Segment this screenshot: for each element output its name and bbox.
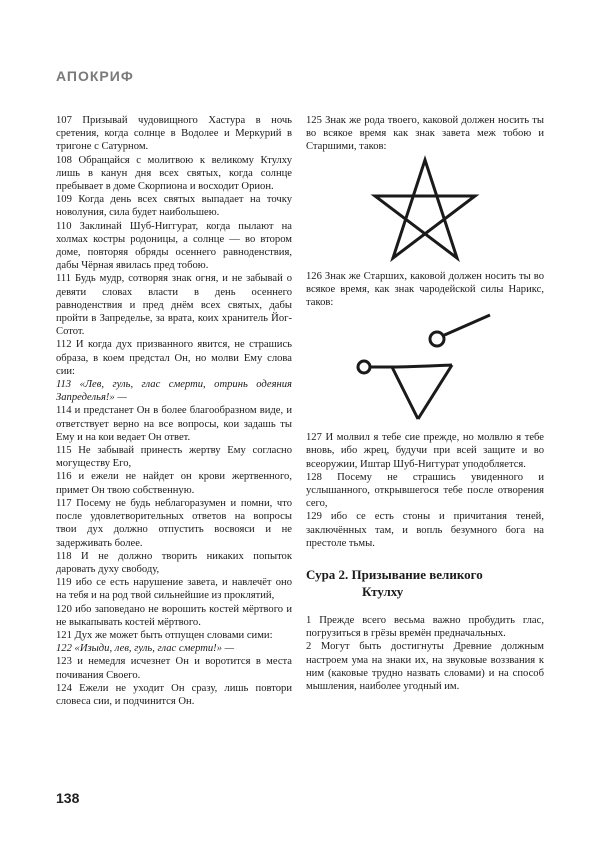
paragraph-108: 108 Обращайся с молитвою к великому Ктулху лишь в канун дня всех святых, когда солнце пребывает в доме Скорпиона и восходит Орион. [56, 154, 292, 193]
right-column [306, 114, 544, 693]
running-header: АПОКРИФ [56, 68, 134, 84]
paragraph-129: 129 ибо се есть стоны и причитания теней, заключённых там, и вопль безумного бога на престоле тьмы. [306, 511, 544, 549]
paragraph-121: 121 Дух же может быть отпущен словами сими: [56, 629, 273, 641]
paragraph-116: 116 и ежели не найдет он крови жертвенного, примет Он твою собственную. [56, 471, 292, 496]
paragraph-114: 114 и предстанет Он в более благообразном виде, и ответствует верно на все вопросы, кои задашь ты Ему и на кои ведает Он ответ. [56, 405, 292, 443]
paragraph-107: 107 Призывай чудовищного Хастура в ночь сретения, когда солнце в Водолее и Меркурий в тригоне с Сатурном. [56, 115, 292, 153]
paragraph-113: 113 «Лев, гуль, глас смерти, отринь одеяния Запределья!» — [56, 379, 292, 404]
paragraph-119: 119 ибо се есть нарушение завета, и навлечёт оно на тебя и на род твой сильнейшие из проклятий, [56, 577, 292, 602]
paragraph-110: 110 Заклинай Шуб-Ниггурат, когда пылают на холмах костры родоницы, а солнце — во втором доме, повторяя обряды осеннего равноденствия, дабы Чёрная явилась пред тобою. [56, 220, 292, 272]
elder-sign-figure [340, 309, 510, 427]
paragraph-126: 126 Знак же Старших, каковой должен носить ты во всякое время, как знак чародейской силы Нарикс, таков: [306, 270, 544, 309]
pentagram-icon [375, 160, 475, 258]
paragraph-127: 127 И молвил я тебе сие прежде, но молвлю я тебе вновь, ибо жрец, будучи при всей защите и во всеоружии, Иштар Шуб-Ниггурат уподобляется. [306, 432, 544, 470]
paragraph-125: 125 Знак же рода твоего, каковой должен носить ты во всякое время как знак завета меж тобою и Старшими, таков: [306, 115, 544, 153]
sura-2-heading [306, 566, 544, 600]
paragraph-118: 118 И не должно творить никаких попыток даровать духу свободу, [56, 550, 292, 575]
paragraph-112: 112 И когда дух призванного явится, не страшись образа, в коем предстал Он, но молви Ему слова сии: [56, 339, 292, 377]
paragraph-120: 120 ибо заповедано не ворошить костей мёртвого и не выкапывать костей мёртвого. [56, 603, 292, 628]
paragraph-111: 111 Будь мудр, сотворяя знак огня, и не забывай о девяти словах власти в день осеннего равноденствия и пред днём всех святых, дабы пройти в Запределье, за врата, коих хранитель Йог-Сотот. [56, 273, 292, 338]
paragraph-123: 123 и немедля исчезнет Он и воротится в места почивания Своего. [56, 656, 292, 681]
page-number: 138 [56, 790, 80, 806]
left-column [56, 114, 292, 708]
paragraph-117: 117 Посему не будь неблагоразумен и помни, что после удовлетворительных ответов на вопросы твои дух должно отпустить восвояси и не задерживать более. [56, 497, 292, 549]
sura-heading-line-1: Сура 2. Призывание великого [306, 567, 483, 583]
paragraph-128: 128 Посему не страшись увиденного и услышанного, открывшегося тебе после отворения сего, [306, 471, 544, 510]
sura-verse-2: 2 Могут быть достигнуты Древние должным настроем ума на знаки их, на звуковые воззвания к ним (каковые трудно назвать словами) и на способ мышления, наиболее угодный им. [306, 641, 544, 693]
paragraph-109: 109 Когда день всех святых выпадает на точку новолуния, сила будет наибольшею. [56, 194, 292, 219]
paragraph-115: 115 Не забывай принесть жертву Ему согласно могуществу Его, [56, 445, 292, 470]
sura-verse-1: 1 Прежде всего весьма важно пробудить глас, погрузиться в грёзы времён предначальных. [306, 615, 544, 640]
paragraph-122: 122 «Изыди, лев, гуль, глас смерти!» — [56, 643, 235, 655]
paragraph-124: 124 Ежели не уходит Он сразу, лишь повтори словеса сии, и подчинится Он. [56, 682, 292, 707]
elder-sign-icon [358, 315, 490, 419]
pentagram-sign-figure [365, 154, 485, 266]
sura-heading-line-2: Ктулху [362, 584, 404, 600]
